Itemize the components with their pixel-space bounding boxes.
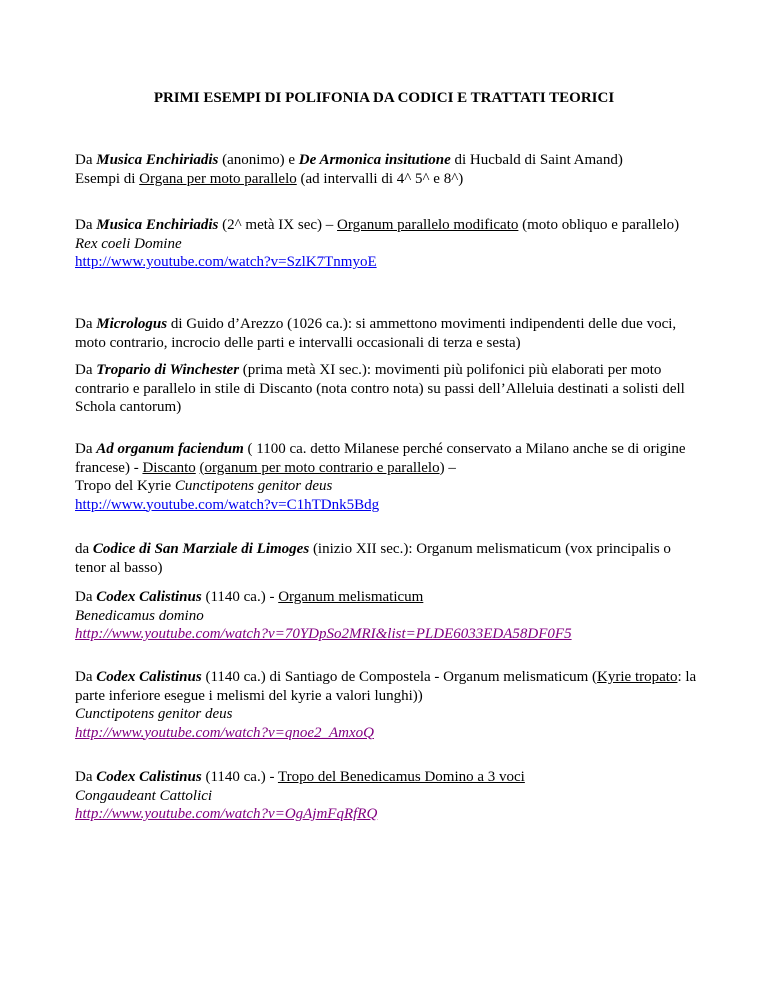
paragraph-musica-enchiriadis-hucbald: Da Musica Enchiriadis (anonimo) e De Armonica insitutione di Hucbald di Saint Amand) Esempi di Organa per moto parallelo (ad intervalli di 4^ 5^ e 8^) [75, 152, 623, 187]
youtube-link[interactable]: http://www.youtube.com/watch?v=qnoe2_AmxoQ [75, 724, 374, 741]
source-title: De Armonica insitutione [298, 152, 451, 168]
piece-title: Cunctipotens genitor deus [174, 478, 333, 494]
paragraph-codex-calistinus-1: Da Codex Calistinus (1140 ca.) - Organum melismaticum Benedicamus domino http://www.youtube.com/watch?v=70YDpSo2MRI&list=PLDE6033EDA58DF0F5 [75, 589, 572, 642]
paragraph-tropario-winchester: Da Tropario di Winchester (prima metà XI sec.): movimenti più polifonici più elaborati per moto contrario e parallelo in stile di Discanto (nota contro nota) su passi dell’Alleluia destinati a solisti dell Schola cantorum) [75, 362, 685, 415]
underlined-term: Tropo del Benedicamus Domino a 3 voci [277, 769, 525, 785]
paragraph-musica-enchiriadis-organum: Da Musica Enchiriadis (2^ metà IX sec) – Organum parallelo modificato (moto obliquo e parallelo) Rex coeli Domine http://www.youtube.com/watch?v=SzlK7TnmyoE [75, 217, 680, 270]
page-title: PRIMI ESEMPI DI POLIFONIA DA CODICI E TRATTATI TEORICI [153, 90, 615, 106]
source-title: Codex Calistinus [96, 769, 202, 785]
piece-title: Congaudeant Cattolici [75, 787, 213, 804]
underlined-term: Discanto [142, 459, 196, 476]
piece-title: Benedicamus domino [75, 607, 204, 624]
source-title: Codex Calistinus [96, 669, 202, 685]
paragraph-micrologus: Da Micrologus di Guido d’Arezzo (1026 ca.): si ammettono movimenti indipendenti delle due voci, moto contrario, incrocio delle parti e intervalli occasionali di terza e sesta) [75, 316, 677, 351]
youtube-link[interactable]: http://www.youtube.com/watch?v=SzlK7TnmyoE [75, 254, 377, 270]
paragraph-codex-calistinus-3: Da Codex Calistinus (1140 ca.) - Tropo del Benedicamus Domino a 3 voci Congaudeant Cattolici http://www.youtube.com/watch?v=OgAjmFqRfRQ [75, 769, 525, 822]
underlined-term: Organum parallelo modificato [337, 217, 519, 233]
source-title: Musica Enchiriadis [96, 217, 219, 233]
underlined-term: Organa per moto parallelo [139, 170, 297, 187]
youtube-link[interactable]: http://www.youtube.com/watch?v=OgAjmFqRfRQ [75, 806, 378, 822]
underlined-term: Organum melismaticum [278, 589, 424, 605]
underlined-term: Kyrie tropato [597, 669, 678, 685]
piece-title: Cunctipotens genitor deus [75, 706, 233, 722]
paragraph-codex-calistinus-2: Da Codex Calistinus (1140 ca.) di Santiago de Compostela - Organum melismaticum (Kyrie tropato: la parte inferiore esegue i melismi del kyrie a valori lunghi)) Cunctipotens genitor deus http://www.youtube.com/watch?v=qnoe2_AmxoQ [75, 669, 697, 741]
youtube-link[interactable]: http://www.youtube.com/watch?v=C1hTDnk5Bdg [75, 496, 380, 513]
piece-title: Rex coeli Domine [75, 235, 182, 252]
source-title: Codice di San Marziale di Limoges [92, 541, 310, 557]
source-title: Musica Enchiriadis [96, 152, 219, 168]
source-title: Micrologus [96, 316, 168, 332]
paragraph-san-marziale: da Codice di San Marziale di Limoges (inizio XII sec.): Organum melismaticum (vox principalis o tenor al basso) [75, 541, 671, 576]
youtube-link[interactable]: http://www.youtube.com/watch?v=70YDpSo2MRI&list=PLDE6033EDA58DF0F5 [75, 626, 572, 642]
paragraph-ad-organum-faciendum: Da Ad organum faciendum ( 1100 ca. detto Milanese perché conservato a Milano anche se di origine francese) - Discanto (organum per moto contrario e parallelo) – Tropo del Kyrie Cunctipotens genitor deus http://www.youtube.com/watch?v=C1hTDnk5Bdg [75, 441, 686, 513]
source-title: Tropario di Winchester [96, 362, 240, 378]
source-title: Codex Calistinus [96, 589, 202, 605]
source-title: Ad organum faciendum [96, 441, 244, 457]
underlined-term: (organum per moto contrario e parallelo [199, 459, 440, 476]
